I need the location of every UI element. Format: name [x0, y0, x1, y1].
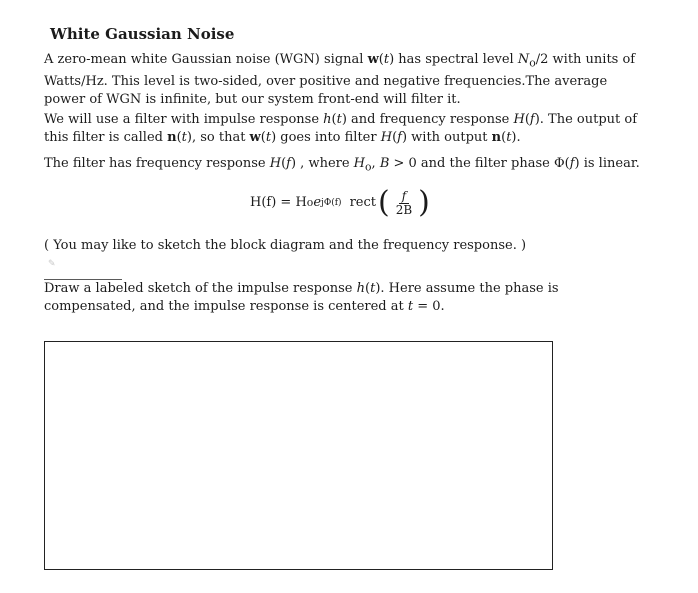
paragraph-filter-description: We will use a filter with impulse response h(t) and frequency response H(f). The output of this filter is called n(t), so that w(t) goes into filter H(f) with output n(t).: [44, 112, 638, 145]
hint-text: ( You may like to sketch the block diagram and the frequency response. ): [44, 238, 527, 253]
paragraph-frequency-response: The filter has frequency response H(f) , where $H_o$, B > 0 and the filter phase Φ(f) is linear.: [44, 156, 640, 174]
right-paren: ): [418, 185, 430, 220]
frequency-response-equation: H(f) = H o e jΦ(f) rect ( $\frac{f}{2B}$ ): [250, 185, 430, 220]
section-title: White Gaussian Noise: [50, 25, 235, 43]
fraction: $\frac{f}{2B}$: [395, 188, 413, 217]
question-impulse-response: Draw a labeled sketch of the impulse response h(t). Here assume the phase is compensated, and the impulse response is centered at t = 0.: [44, 281, 559, 314]
left-paren: (: [377, 185, 390, 220]
pencil-icon: ✎: [48, 259, 56, 269]
paragraph-wgn-definition: A zero-mean white Gaussian noise (WGN) signal w(t) has spectral level $N_o/2$ with units of Watts/Hz. This level is two-sided, over positive and negative frequencies.The average power of WGN is infinite, but our system front-end will filter it.: [44, 52, 636, 107]
sketch-answer-area[interactable]: [44, 341, 553, 570]
